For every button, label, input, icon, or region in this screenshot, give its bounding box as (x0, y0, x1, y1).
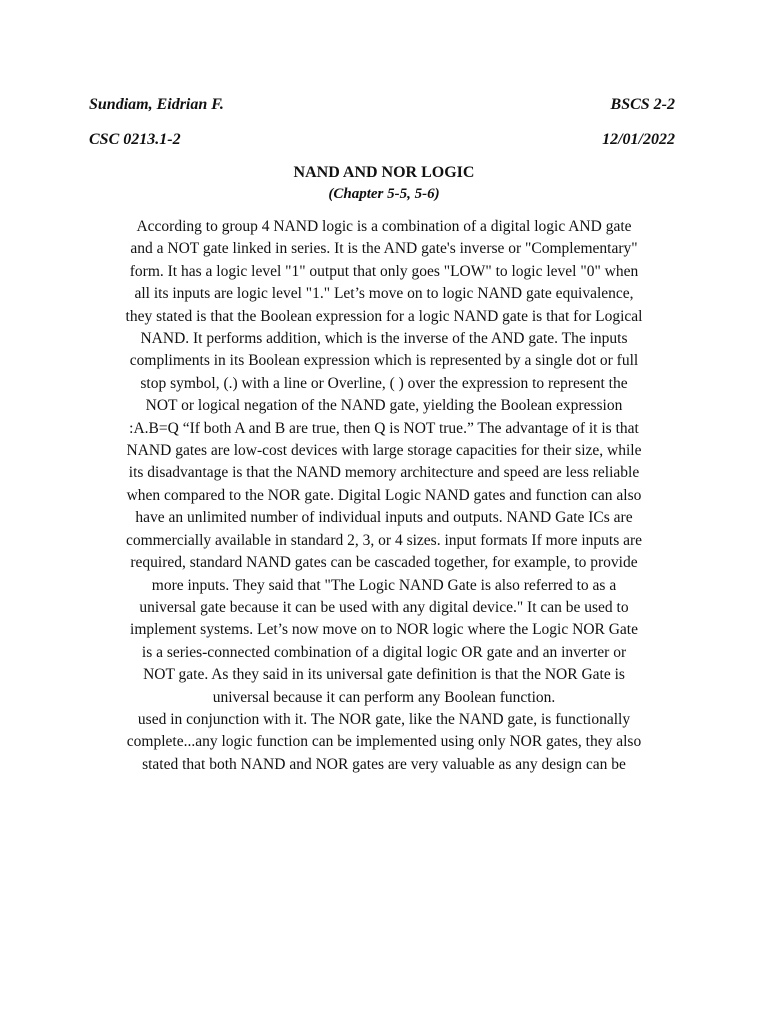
document-title: NAND AND NOR LOGIC (293, 164, 475, 181)
document-date: 12/01/2022 (602, 131, 675, 148)
body-line: NAND gates are low-cost devices with large storage capacities for their size, while (126, 442, 642, 460)
document-subtitle: (Chapter 5-5, 5-6) (328, 186, 440, 202)
body-line: is a series-connected combination of a digital logic OR gate and an inverter or (141, 643, 627, 661)
course-code: CSC 0213.1-2 (89, 131, 181, 148)
body-line: have an unlimited number of individual inputs and outputs. NAND Gate ICs are (135, 509, 633, 527)
body-line: when compared to the NOR gate. Digital Logic NAND gates and function can also (126, 486, 642, 504)
body-line: NAND. It performs addition, which is the inverse of the AND gate. The inputs (140, 330, 628, 348)
body-line: universal because it can perform any Boolean function. (212, 688, 556, 706)
body-line: commercially available in standard 2, 3, or 4 sizes. input formats If more inputs are (125, 531, 643, 549)
author-name: Sundiam, Eidrian F. (89, 96, 224, 113)
body-paragraph (80, 216, 688, 776)
body-line: stated that both NAND and NOR gates are very valuable as any design can be (142, 755, 626, 773)
body-line: compliments in its Boolean expression which is represented by a single dot or full (129, 352, 639, 370)
body-line: NOT gate. As they said in its universal gate definition is that the NOR Gate is (143, 666, 625, 684)
body-line: NOT or logical negation of the NAND gate, yielding the Boolean expression (145, 397, 623, 415)
body-line: :A.B=Q “If both A and B are true, then Q is NOT true.” The advantage of it is that (129, 419, 639, 437)
body-line: universal gate because it can be used with any digital device." It can be used to (139, 598, 629, 616)
body-line: more inputs. They said that "The Logic NAND Gate is also referred to as a (151, 576, 617, 594)
body-line: and a NOT gate linked in series. It is the AND gate's inverse or "Complementary" (130, 240, 638, 258)
body-line: all its inputs are logic level "1." Let’s move on to logic NAND gate equivalence, (134, 285, 634, 303)
body-line: stop symbol, (.) with a line or Overline, ( ) over the expression to represent the (140, 374, 628, 392)
body-line: its disadvantage is that the NAND memory architecture and speed are less reliable (128, 464, 640, 482)
body-line: used in conjunction with it. The NOR gate, like the NAND gate, is functionally (137, 710, 631, 728)
body-line: implement systems. Let’s now move on to NOR logic where the Logic NOR Gate (130, 621, 638, 639)
class-section: BSCS 2-2 (610, 96, 675, 113)
body-line: form. It has a logic level "1" output that only goes "LOW" to logic level "0" when (129, 262, 639, 280)
body-line: complete...any logic function can be implemented using only NOR gates, they also (126, 733, 642, 751)
body-line: they stated is that the Boolean expression for a logic NAND gate is that for Logical (125, 307, 643, 325)
body-line: required, standard NAND gates can be cascaded together, for example, to provide (130, 554, 638, 572)
body-line: According to group 4 NAND logic is a combination of a digital logic AND gate (136, 218, 632, 235)
